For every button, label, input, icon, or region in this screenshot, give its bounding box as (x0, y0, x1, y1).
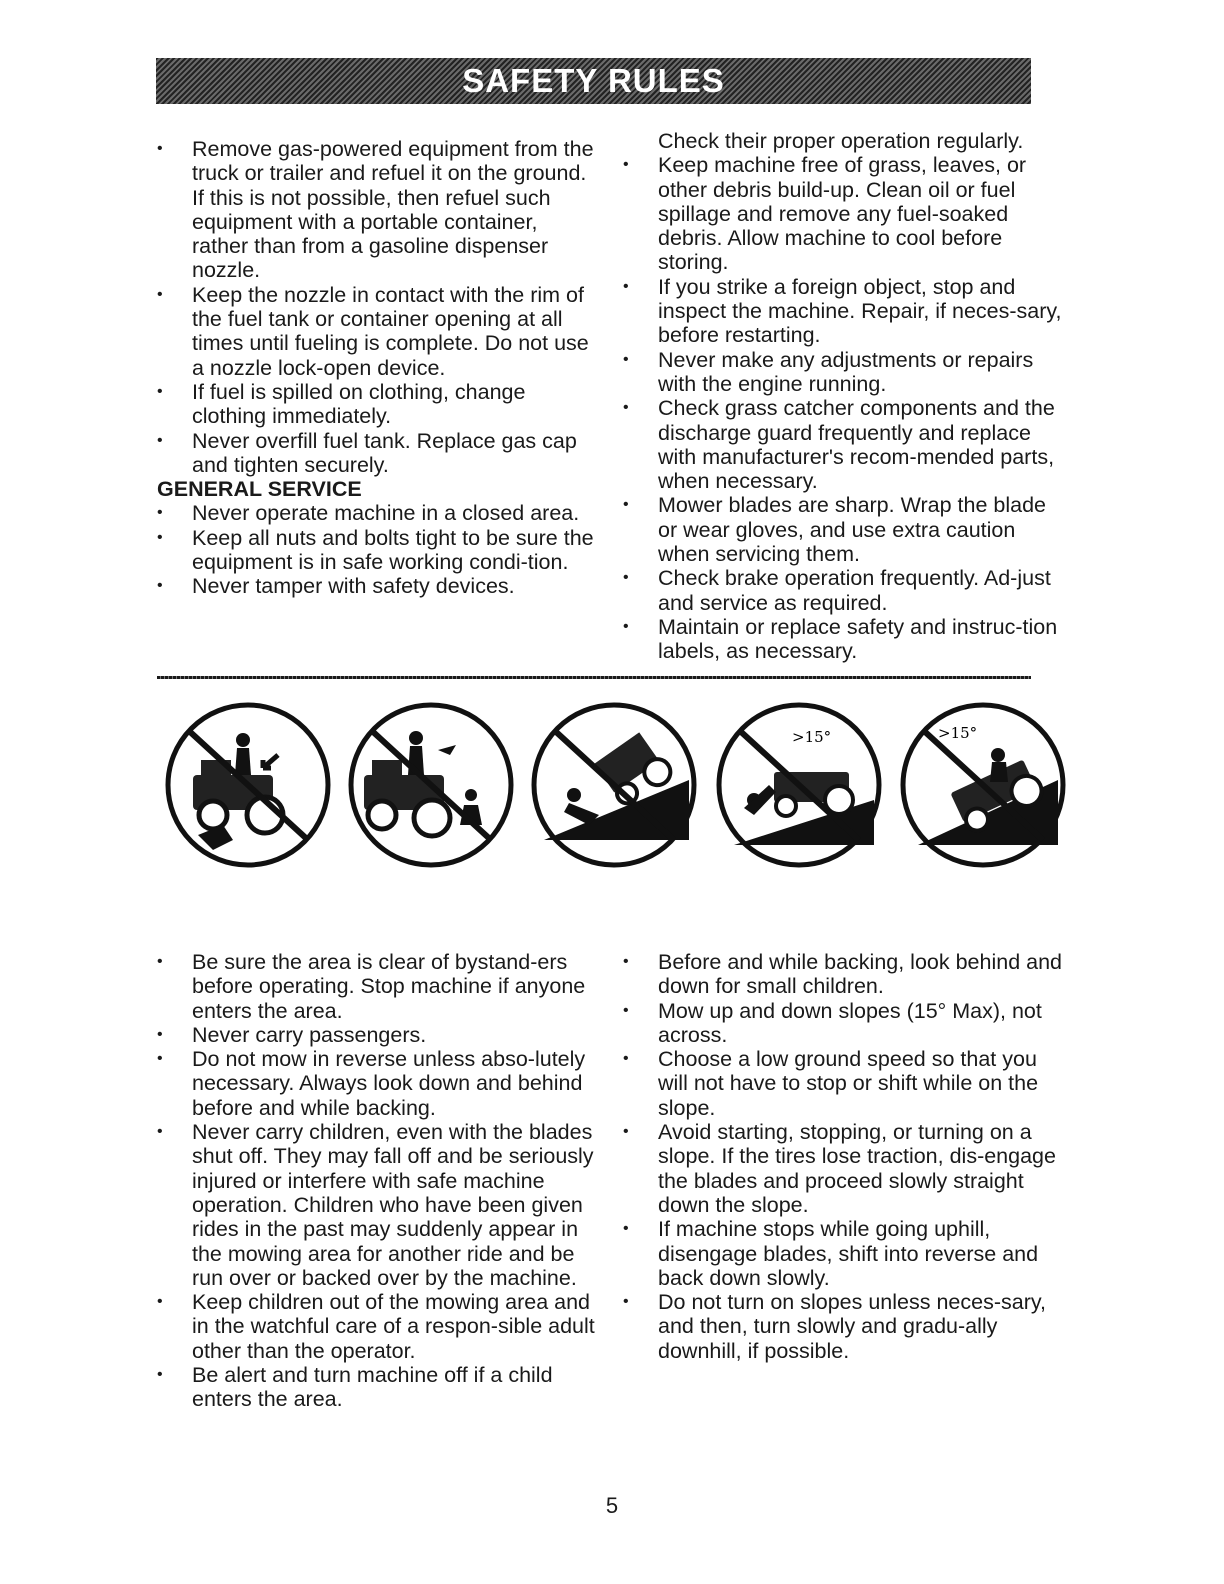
list-item: • Never operate machine in a closed area. (157, 501, 597, 525)
list-item: • Be sure the area is clear of bystand-ers before operating. Stop machine if anyone enters the area. (157, 950, 597, 1023)
list-item: • If fuel is spilled on clothing, change clothing immediately. (157, 380, 597, 429)
list-item: • Remove gas-powered equipment from the truck or trailer and refuel it on the ground. If this is not possible, then refuel such equipment with a portable container, rather than from a gasoline dispenser nozzle. (157, 137, 597, 283)
list-item: • Check brake operation frequently. Ad-just and service as required. (623, 566, 1068, 615)
list-item: • Never overfill fuel tank. Replace gas cap and tighten securely. (157, 429, 597, 478)
list-item: • Avoid starting, stopping, or turning on a slope. If the tires lose traction, dis-engage the blades and proceed slowly straight down the slope. (623, 1120, 1068, 1217)
list-item: • Mow up and down slopes (15° Max), not across. (623, 999, 1068, 1048)
list-item: • Do not mow in reverse unless abso-lutely necessary. Always look down and behind before and while backing. (157, 1047, 597, 1120)
list-item: • Never make any adjustments or repairs with the engine running. (623, 348, 1068, 397)
slope-angle-label-1: >15° (792, 728, 832, 746)
page-title: SAFETY RULES (462, 62, 725, 99)
list-item: • Keep children out of the mowing area and in the watchful care of a respon-sible adult other than the operator. (157, 1290, 597, 1363)
header-bar (156, 58, 1031, 104)
slope-angle-symbol-1 (714, 700, 884, 870)
slope-rules-list (623, 950, 1068, 1363)
bottom-right-column (623, 950, 1068, 1363)
no-steep-slope-symbol (529, 700, 699, 870)
list-item: • Mower blades are sharp. Wrap the blade or wear gloves, and use extra caution when servicing them. (623, 493, 1068, 566)
operation-rules-list (157, 950, 597, 1412)
section-heading-general-service: GENERAL SERVICE (157, 477, 362, 502)
safety-symbols-row (0, 690, 1224, 905)
list-item: • Maintain or replace safety and instruc-tion labels, as necessary. (623, 615, 1068, 664)
no-children-symbol (346, 700, 516, 870)
list-item: • Never carry children, even with the blades shut off. They may fall off and be seriously injured or interfere with safe machine operation. Children who have been given rides in the past may suddenly appear in the mowing area for another ride and be run over or backed over by the machine. (157, 1120, 597, 1290)
list-item: • Never tamper with safety devices. (157, 574, 597, 598)
list-item: • Keep all nuts and bolts tight to be sure the equipment is in safe working condi-tion. (157, 526, 597, 575)
list-item: • If you strike a foreign object, stop and inspect the machine. Repair, if neces-sary, before restarting. (623, 275, 1068, 348)
fueling-rules-list (157, 137, 597, 477)
page-number: 5 (605, 1493, 619, 1518)
list-item: • Check grass catcher components and the discharge guard frequently and replace with manufacturer's recom-mended parts, when necessary. (623, 396, 1068, 493)
no-bystanders-symbol (163, 700, 333, 870)
list-item: • Choose a low ground speed so that you will not have to stop or shift while on the slope. (623, 1047, 1068, 1120)
list-item: • If machine stops while going uphill, disengage blades, shift into reverse and back down slowly. (623, 1217, 1068, 1290)
bottom-left-column (157, 950, 597, 1412)
section-divider (157, 676, 1031, 679)
general-service-list (157, 501, 597, 598)
list-item: • Keep machine free of grass, leaves, or other debris build-up. Clean oil or fuel spillage and remove any fuel-soaked debris. Allow machine to cool before storing. (623, 153, 1068, 274)
list-item: • Before and while backing, look behind and down for small children. (623, 950, 1068, 999)
top-left-column (157, 137, 597, 599)
list-item: • Be alert and turn machine off if a child enters the area. (157, 1363, 597, 1412)
slope-angle-label-2: >15° (938, 724, 978, 742)
continued-text: Check their proper operation regularly. (658, 129, 1024, 153)
slope-angle-symbol-2 (898, 700, 1068, 870)
list-item: • Do not turn on slopes unless neces-sary, and then, turn slowly and gradu-ally downhill, if possible. (623, 1290, 1068, 1363)
top-right-column (623, 129, 1068, 664)
maintenance-rules-list (623, 153, 1068, 663)
list-item: • Never carry passengers. (157, 1023, 597, 1047)
list-item: • Keep the nozzle in contact with the rim of the fuel tank or container opening at all times until fueling is complete. Do not use a nozzle lock-open device. (157, 283, 597, 380)
